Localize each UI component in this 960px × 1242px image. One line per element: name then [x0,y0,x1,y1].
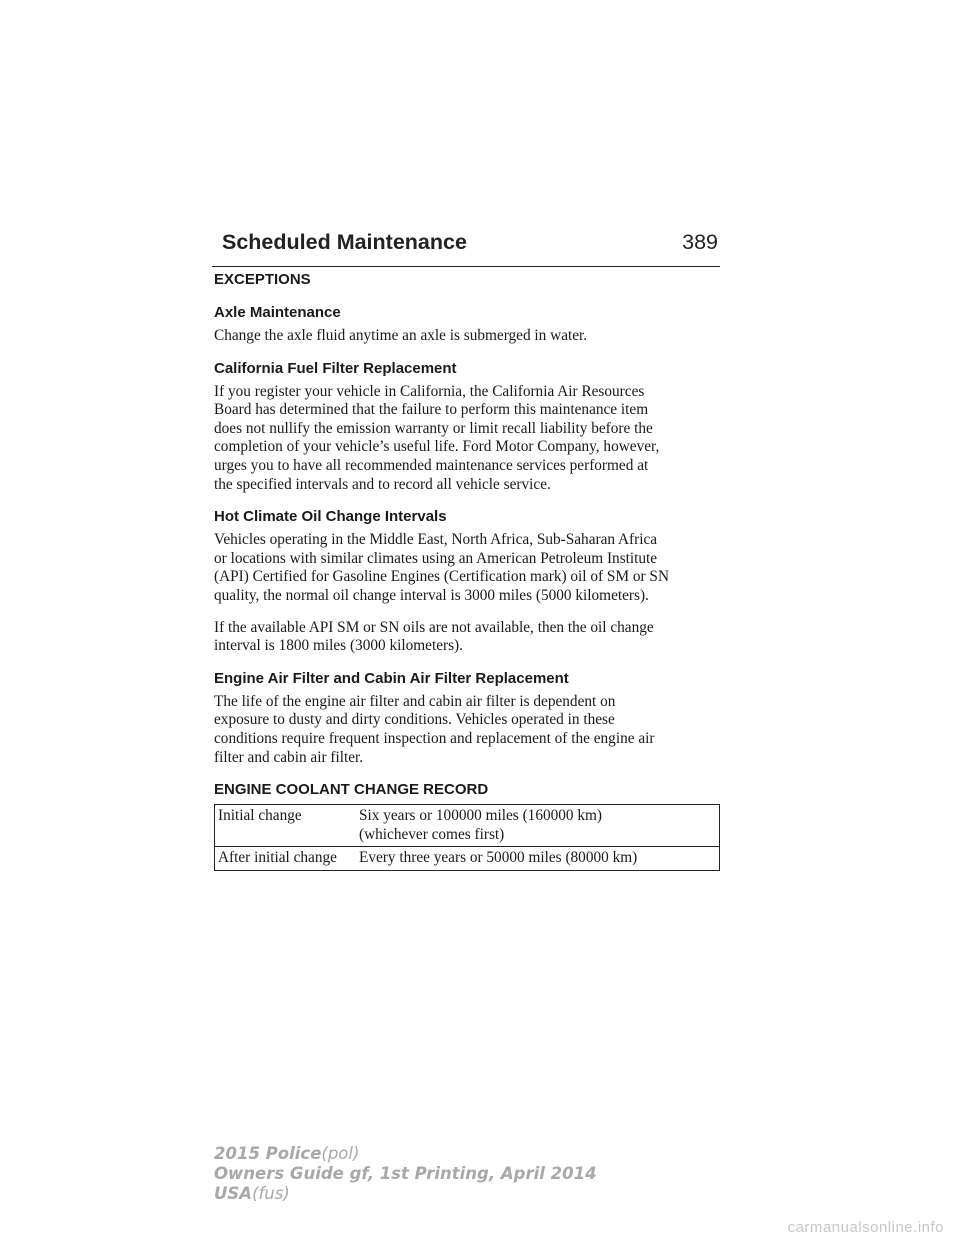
footer-line [214,1184,597,1204]
text-line: If you register your vehicle in California, the California Air Resources [214,382,645,400]
subheading-air-filter: Engine Air Filter and Cabin Air Filter Replacement [214,669,569,687]
page-header [212,226,720,267]
text-line: the specified intervals and to record all vehicle service. [214,475,551,493]
table-cell-label: After initial change [215,847,357,871]
paragraph-california [214,383,722,495]
text-line: (whichever comes first) [359,825,505,843]
section-heading-coolant: ENGINE COOLANT CHANGE RECORD [214,781,489,799]
watermark: carmanualsonline.info [787,1219,944,1236]
footer-model: 2015 Police [214,1144,322,1163]
text-line: Six years or 100000 miles (160000 km) [359,807,603,825]
page-number: 389 [682,230,718,254]
text-line: exposure to dusty and dirty conditions. Vehicles operated in these [214,711,615,729]
coolant-change-table [214,804,720,871]
paragraph-hot-climate-1 [214,531,722,605]
text-line: or locations with similar climates using an American Petroleum Institute [214,549,658,567]
paragraph-air-filter [214,693,722,767]
footer-line [214,1144,597,1164]
footer-printing: Owners Guide gf, 1st Printing, April 2014 [214,1164,597,1183]
text-line: If the available API SM or SN oils are not available, then the oil change [214,618,654,636]
text-line: urges you to have all recommended maintenance services performed at [214,456,649,474]
footer-market: USA [214,1184,253,1203]
text-line: filter and cabin air filter. [214,748,364,766]
table-row [215,805,720,847]
section-heading-exceptions: EXCEPTIONS [214,271,311,288]
print-footer [214,1144,597,1204]
footer-market-code: (fus) [252,1184,290,1203]
subheading-california: California Fuel Filter Replacement [214,359,457,377]
paragraph-axle: Change the axle fluid anytime an axle is submerged in water. [214,327,588,344]
table-row [215,847,720,871]
text-line: Vehicles operating in the Middle East, North Africa, Sub-Saharan Africa [214,531,658,549]
text-line: Board has determined that the failure to perform this maintenance item [214,401,649,419]
text-line: does not nullify the emission warranty or limit recall liability before the [214,419,653,437]
text-line: completion of your vehicle’s useful life. Ford Motor Company, however, [214,438,660,456]
subheading-axle: Axle Maintenance [214,304,341,321]
footer-line [214,1164,597,1184]
chapter-title: Scheduled Maintenance [222,230,467,254]
table-cell-value: Every three years or 50000 miles (80000 km) [356,847,720,871]
text-line: interval is 1800 miles (3000 kilometers). [214,637,463,655]
table-cell-label: Initial change [215,805,357,847]
subheading-hot-climate: Hot Climate Oil Change Intervals [214,508,447,526]
table-cell-value [356,805,720,847]
page-content [214,270,722,871]
text-line: The life of the engine air filter and cabin air filter is dependent on [214,692,616,710]
text-line: (API) Certified for Gasoline Engines (Certification mark) oil of SM or SN [214,568,669,586]
footer-model-code: (pol) [321,1144,360,1163]
text-line: quality, the normal oil change interval is 3000 miles (5000 kilometers). [214,586,649,604]
text-line: conditions require frequent inspection and replacement of the engine air [214,729,655,747]
paragraph-hot-climate-2 [214,619,722,656]
